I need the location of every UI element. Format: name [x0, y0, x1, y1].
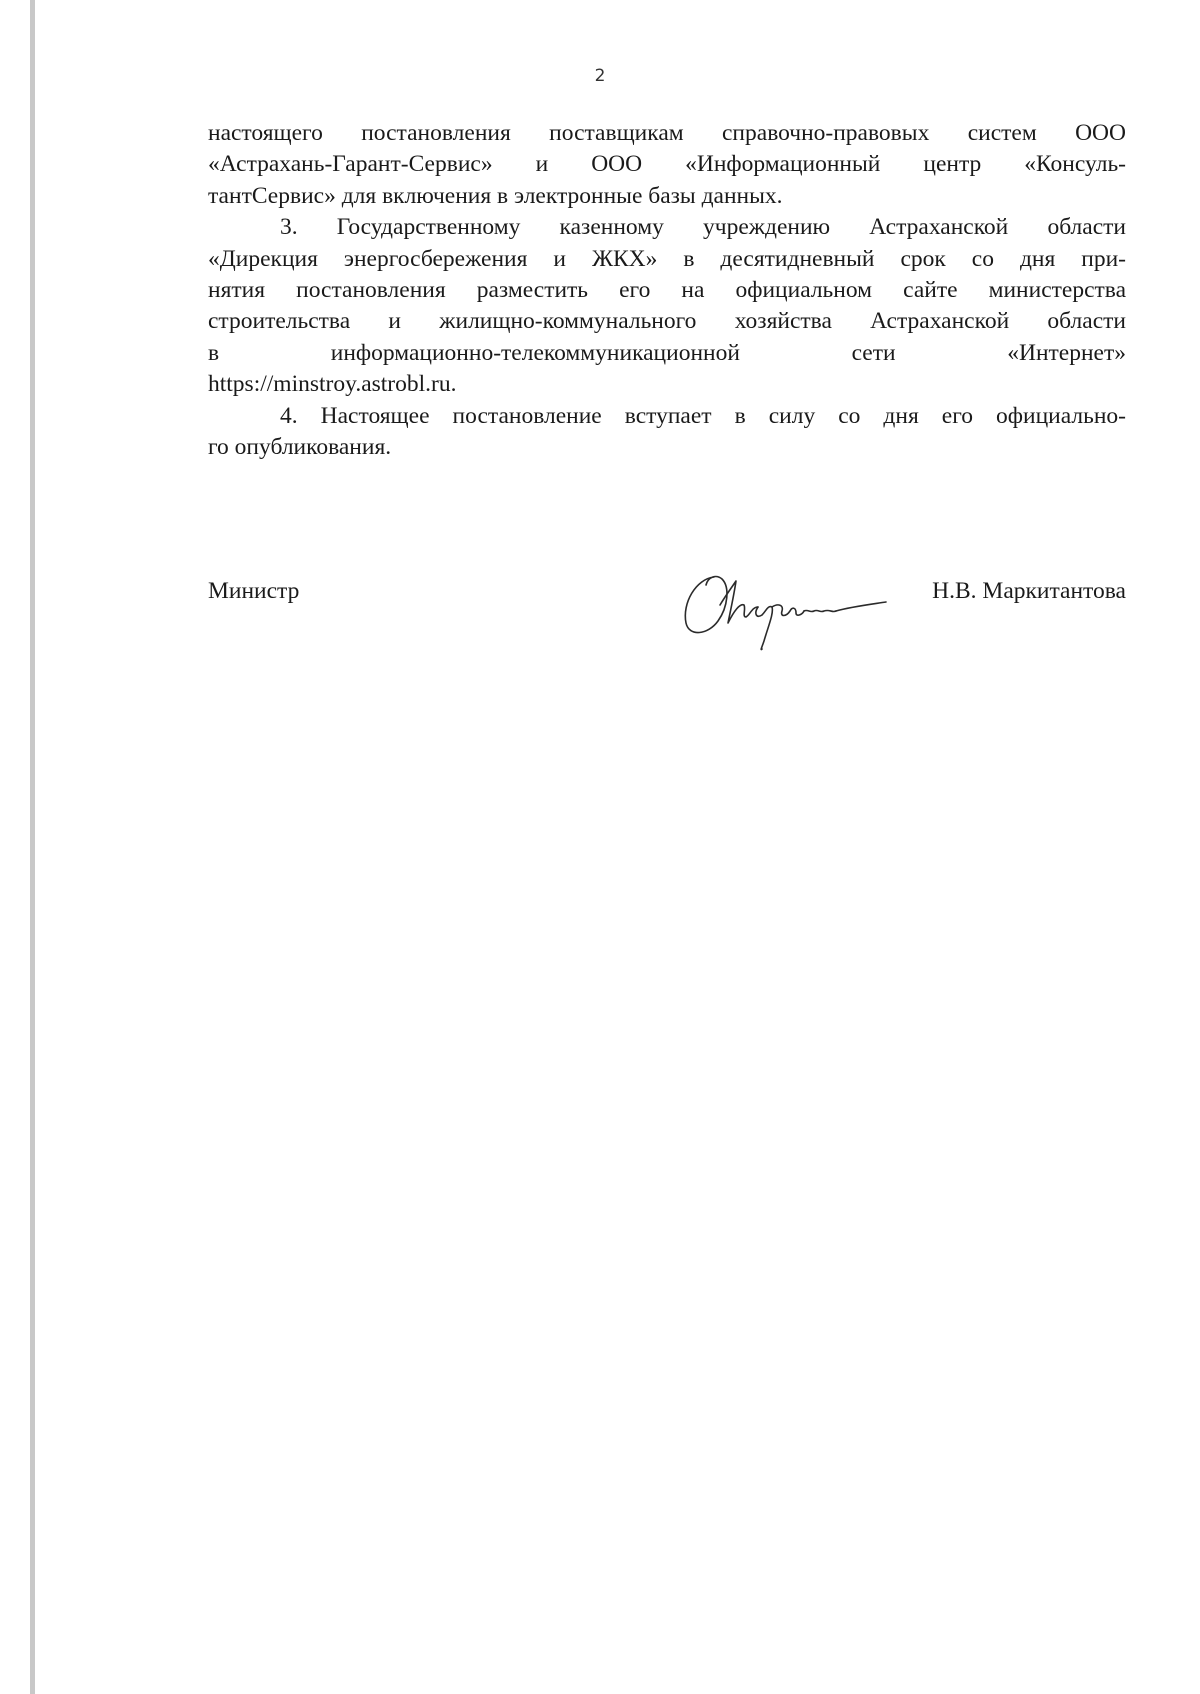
text-line: го опубликования. [208, 434, 392, 461]
text-line: 3. Государственному казенному учреждению Астраханской области [280, 214, 1126, 241]
handwritten-signature [674, 565, 904, 655]
paragraph-item-4 [208, 401, 1126, 464]
text-line: нятия постановления разместить его на официальном сайте министерства [208, 277, 1126, 304]
text-line: настоящего постановления поставщикам справочно-правовых систем ООО [208, 120, 1126, 146]
page-edge-line [30, 0, 35, 1694]
paragraph-continuation [208, 118, 1126, 212]
document-body [208, 118, 1126, 463]
signatory-position: Министр [208, 578, 300, 604]
text-line: тантСервис» для включения в электронные базы данных. [208, 182, 783, 209]
text-line: 4. Настоящее постановление вступает в силу со дня его официально- [280, 402, 1126, 429]
signatory-name: Н.В. Маркитантова [932, 578, 1126, 604]
text-line: https://minstroy.astrobl.ru. [208, 371, 457, 398]
text-line: строительства и жилищно-коммунального хозяйства Астраханской области [208, 308, 1126, 335]
page-number: 2 [594, 66, 606, 86]
text-line: «Астрахань-Гарант-Сервис» и ООО «Информационный центр «Консуль- [208, 151, 1126, 178]
signature-block [208, 565, 1126, 655]
text-line: «Дирекция энергосбережения и ЖКХ» в десятидневный срок со дня при- [208, 245, 1126, 272]
text-line: в информационно-телекоммуникационной сети «Интернет» [208, 339, 1126, 366]
paragraph-item-3 [208, 212, 1126, 400]
